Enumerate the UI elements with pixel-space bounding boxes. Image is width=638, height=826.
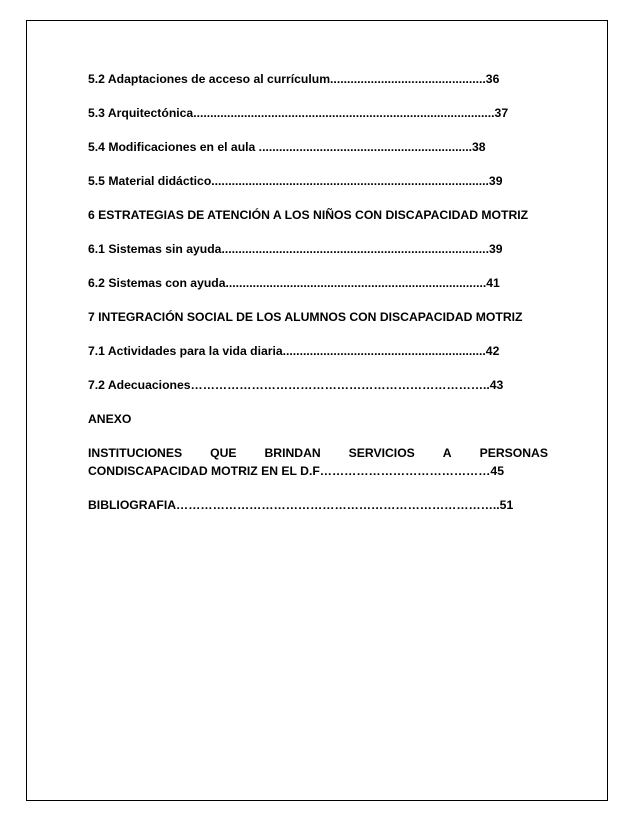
- toc-entry-6-2: 6.2 Sistemas con ayuda.............................................................................41: [88, 276, 500, 290]
- toc-entry-7-1: 7.1 Actividades para la vida diaria............................................................42: [88, 344, 500, 358]
- toc-entry-7-2: 7.2 Adecuaciones………………………………………………………………..43: [88, 378, 504, 392]
- table-of-contents: [88, 71, 548, 513]
- toc-heading-anexo: ANEXO: [88, 412, 132, 426]
- toc-instituciones-line2: CONDISCAPACIDAD MOTRIZ EN EL D.F……………………………………45: [88, 464, 504, 478]
- toc-entry-5-4: 5.4 Modificaciones en el aula ...............................................................38: [88, 140, 486, 154]
- toc-entry-5-2: 5.2 Adaptaciones de acceso al currículum..............................................36: [88, 72, 500, 86]
- toc-bibliografia: BIBLIOGRAFIA……………………………………………………………………..51: [88, 498, 514, 512]
- toc-entry-5-5: 5.5 Material didáctico..................................................................................39: [88, 174, 503, 188]
- word: A: [442, 446, 452, 460]
- word: QUE: [210, 446, 237, 460]
- toc-instituciones-line1: [88, 445, 548, 461]
- word: SERVICIOS: [348, 446, 415, 460]
- word: BRINDAN: [264, 446, 321, 460]
- toc-heading-6: 6 ESTRATEGIAS DE ATENCIÓN A LOS NIÑOS CON DISCAPACIDAD MOTRIZ: [88, 208, 529, 222]
- toc-entry-5-3: 5.3 Arquitectónica.........................................................................................37: [88, 106, 509, 120]
- toc-entry-6-1: 6.1 Sistemas sin ayuda...............................................................................39: [88, 242, 503, 256]
- toc-heading-7: 7 INTEGRACIÓN SOCIAL DE LOS ALUMNOS CON DISCAPACIDAD MOTRIZ: [88, 310, 523, 324]
- word: INSTITUCIONES: [88, 446, 183, 460]
- word: PERSONAS: [479, 446, 548, 460]
